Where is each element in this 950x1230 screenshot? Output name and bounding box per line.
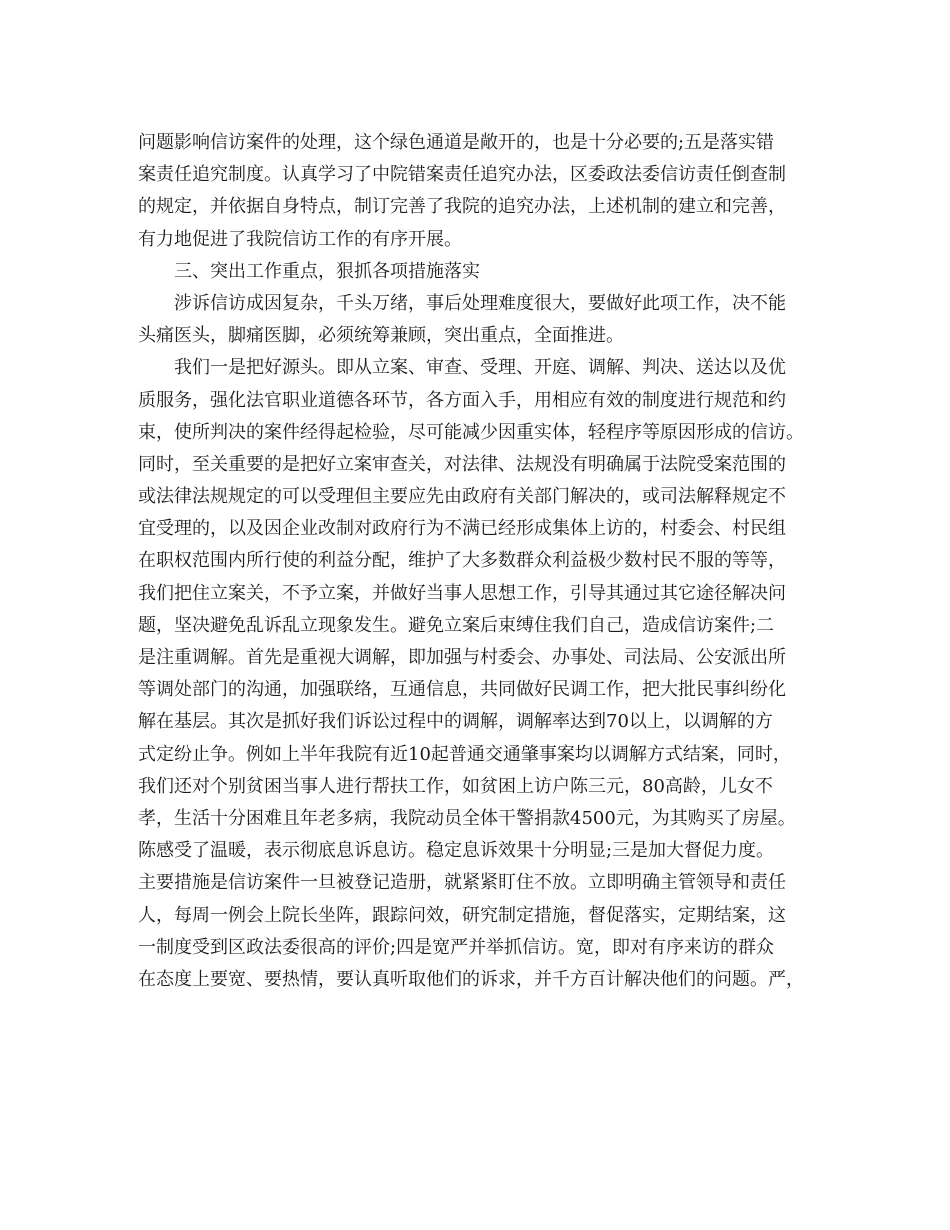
text-line: 式定纷止争。例如上半年我院有近10起普通交通肇事案均以调解方式结案，同时， [138,743,791,765]
text-line: 陈感受了温暖，表示彻底息诉息访。稳定息诉效果十分明显;三是加大督促力度。 [138,840,775,862]
text-line: 我们把住立案关，不予立案，并做好当事人思想工作，引导其通过其它途径解决问 [138,582,786,604]
section-heading: 三、突出工作重点，狠抓各项措施落实 [174,260,480,282]
body-text [138,127,828,996]
text-line: 等调处部门的沟通，加强联络，互通信息，共同做好民调工作，把大批民事纠纷化 [138,679,786,701]
text-line: 解在基层。其次是抓好我们诉讼过程中的调解，调解率达到70以上，以调解的方 [138,711,773,733]
text-line: 在态度上要宽、要热情，要认真听取他们的诉求，并千方百计解决他们的问题。严， [138,968,804,990]
paragraph-start: 我们一是把好源头。即从立案、审查、受理、开庭、调解、判决、送达以及优 [174,357,786,379]
text-line: 题，坚决避免乱诉乱立现象发生。避免立案后束缚住我们自己，造成信访案件;二 [138,614,775,636]
text-line: 一制度受到区政法委很高的评价;四是宽严并举抓信访。宽，即对有序来访的群众 [138,936,775,958]
text-line: 宜受理的，以及因企业改制对政府行为不满已经形成集体上访的，村委会、村民组 [138,518,786,540]
paragraph-start: 涉诉信访成因复杂，千头万绪，事后处理难度很大，要做好此项工作，决不能 [174,292,786,314]
text-line: 或法律法规规定的可以受理但主要应先由政府有关部门解决的，或司法解释规定不 [138,486,786,508]
text-line: 主要措施是信访案件一旦被登记造册，就紧紧盯住不放。立即明确主管领导和责任 [138,872,786,894]
text-line: 束，使所判决的案件经得起检验，尽可能减少因重实体，轻程序等原因形成的信访。 [138,421,804,443]
text-line: 案责任追究制度。认真学习了中院错案责任追究办法，区委政法委信访责任倒查制 [138,164,786,186]
text-line: 在职权范围内所行使的利益分配，维护了大多数群众利益极少数村民不服的等等， [138,550,786,572]
text-line: 我们还对个别贫困当事人进行帮扶工作，如贫困上访户陈三元，80高龄，儿女不 [138,775,773,797]
text-line: 的规定，并依据自身特点，制订完善了我院的追究办法，上述机制的建立和完善， [138,196,786,218]
text-line: 有力地促进了我院信访工作的有序开展。 [138,228,462,250]
text-line: 问题影响信访案件的处理，这个绿色通道是敞开的，也是十分必要的;五是落实错 [138,132,775,153]
text-line: 人，每周一例会上院长坐阵，跟踪问效，研究制定措施，督促落实，定期结案，这 [138,904,786,926]
text-line: 质服务，强化法官职业道德各环节，各方面入手，用相应有效的制度进行规范和约 [138,389,786,411]
text-line: 是注重调解。首先是重视大调解，即加强与村委会、办事处、司法局、公安派出所 [138,647,786,668]
text-line: 头痛医头，脚痛医脚，必须统筹兼顾，突出重点，全面推进。 [138,325,624,347]
text-line: 同时，至关重要的是把好立案审查关，对法律、法规没有明确属于法院受案范围的 [138,453,786,475]
text-line: 孝，生活十分困难且年老多病，我院动员全体干警捐款4500元，为其购买了房屋。 [138,807,796,829]
